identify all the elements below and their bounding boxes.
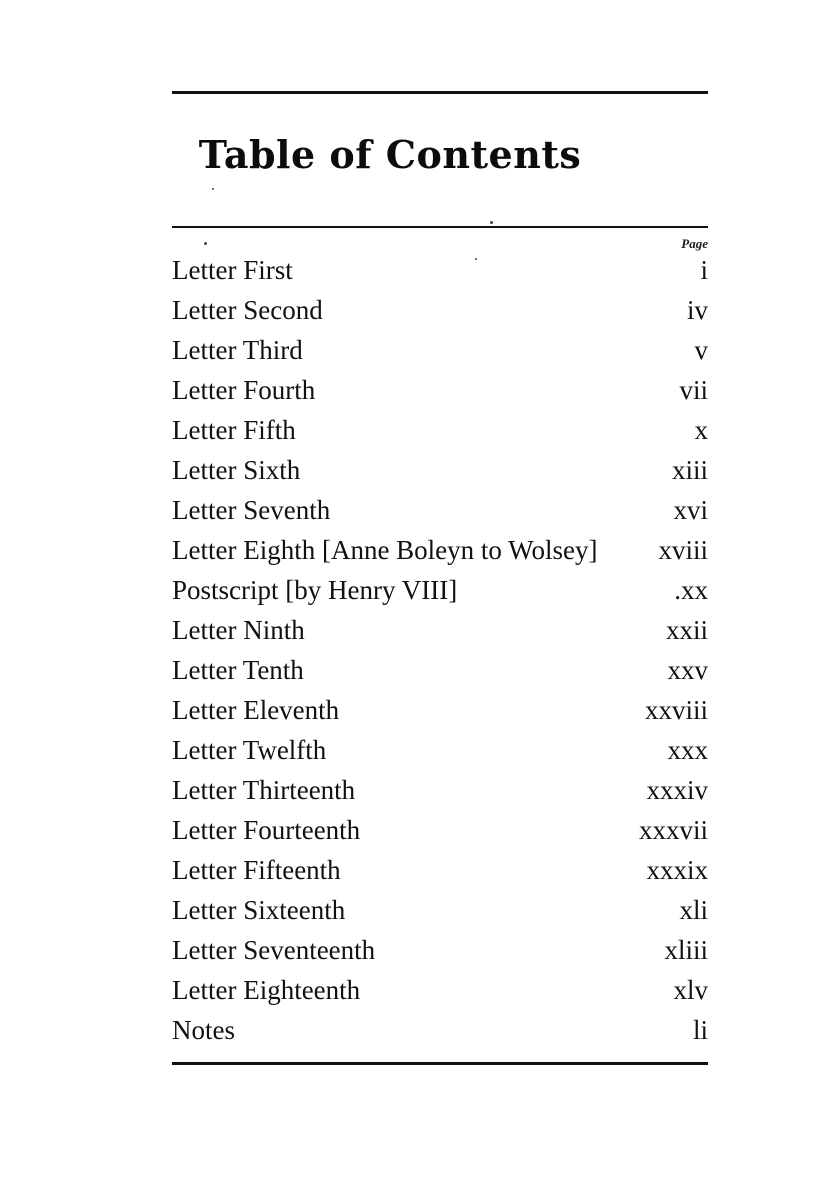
toc-entry-title: Letter Eleventh	[172, 695, 340, 725]
toc-entry-page: iv	[686, 295, 708, 325]
toc-entry-page: xxxix	[646, 855, 708, 885]
toc-entry-row	[172, 450, 708, 490]
toc-entry-row	[172, 730, 708, 770]
ink-speck	[490, 221, 493, 224]
ink-speck	[204, 242, 207, 245]
toc-entry-page: xxxvii	[638, 815, 708, 845]
toc-entry-row	[172, 250, 708, 290]
top-rule	[172, 91, 708, 94]
toc-entry-page: x	[694, 415, 708, 445]
toc-entry-title: Letter Ninth	[172, 615, 305, 645]
toc-entry-page: i	[700, 255, 708, 285]
toc-entry-title: Letter First	[172, 255, 293, 285]
toc-entry-row	[172, 770, 708, 810]
toc-entry-title: Letter Fifth	[172, 415, 296, 445]
page-title: Table of Contents	[198, 132, 582, 177]
toc-entry-page: li	[692, 1015, 708, 1045]
toc-entry-page: xxxiv	[646, 775, 708, 805]
toc-entry-row	[172, 690, 708, 730]
toc-entry-title: Letter Eighth [Anne Boleyn to Wolsey]	[172, 535, 598, 565]
toc-entry-page: vii	[679, 375, 708, 405]
toc-entry-title: Letter Seventeenth	[172, 935, 376, 965]
toc-entry-page: v	[694, 335, 708, 365]
toc-entry-title: Letter Fourteenth	[172, 815, 361, 845]
toc-entry-row	[172, 570, 708, 610]
toc-entry-page: xli	[679, 895, 708, 925]
toc-entry-page: xviii	[658, 535, 708, 565]
toc-entry-page: xliii	[664, 935, 708, 965]
toc-entry-row	[172, 290, 708, 330]
toc-entry-row	[172, 610, 708, 650]
toc-entry-row	[172, 490, 708, 530]
toc-entry-row	[172, 850, 708, 890]
toc-entry-page: xiii	[671, 455, 708, 485]
toc-entry-title: Postscript [by Henry VIII]	[172, 575, 458, 605]
ink-speck	[212, 188, 214, 190]
header-rule	[172, 226, 708, 228]
toc-entry-page: xxii	[665, 615, 708, 645]
toc-entry-row	[172, 410, 708, 450]
bottom-rule	[172, 1062, 708, 1065]
toc-entry-row	[172, 650, 708, 690]
toc-entry-title: Letter Second	[172, 295, 323, 325]
toc-entry-title: Letter Eighteenth	[172, 975, 361, 1005]
toc-entry-page: xxviii	[644, 695, 708, 725]
toc-entry-title: Letter Twelfth	[172, 735, 327, 765]
toc-entry-page: xlv	[673, 975, 708, 1005]
toc-entry-row	[172, 810, 708, 850]
toc-entry-row	[172, 970, 708, 1010]
toc-entry-page: xxv	[667, 655, 708, 685]
page-column-label: Page	[681, 236, 708, 251]
toc-entry-page: xxx	[667, 735, 708, 765]
toc-entry-title: Letter Thirteenth	[172, 775, 356, 805]
toc-entry-title: Letter Third	[172, 335, 303, 365]
toc-entry-row	[172, 530, 708, 570]
toc-entry-title: Notes	[172, 1015, 235, 1045]
toc-list	[172, 250, 708, 1050]
toc-entry-title: Letter Tenth	[172, 655, 304, 685]
toc-entry-page: .xx	[674, 575, 708, 605]
toc-entry-page: xvi	[673, 495, 708, 525]
toc-entry-title: Letter Seventh	[172, 495, 331, 525]
toc-entry-row	[172, 370, 708, 410]
toc-entry-title: Letter Fifteenth	[172, 855, 341, 885]
toc-entry-title: Letter Fourth	[172, 375, 316, 405]
toc-entry-title: Letter Sixth	[172, 455, 301, 485]
toc-entry-row	[172, 330, 708, 370]
toc-entry-row	[172, 930, 708, 970]
toc-entry-row	[172, 890, 708, 930]
toc-entry-row	[172, 1010, 708, 1050]
toc-entry-title: Letter Sixteenth	[172, 895, 346, 925]
